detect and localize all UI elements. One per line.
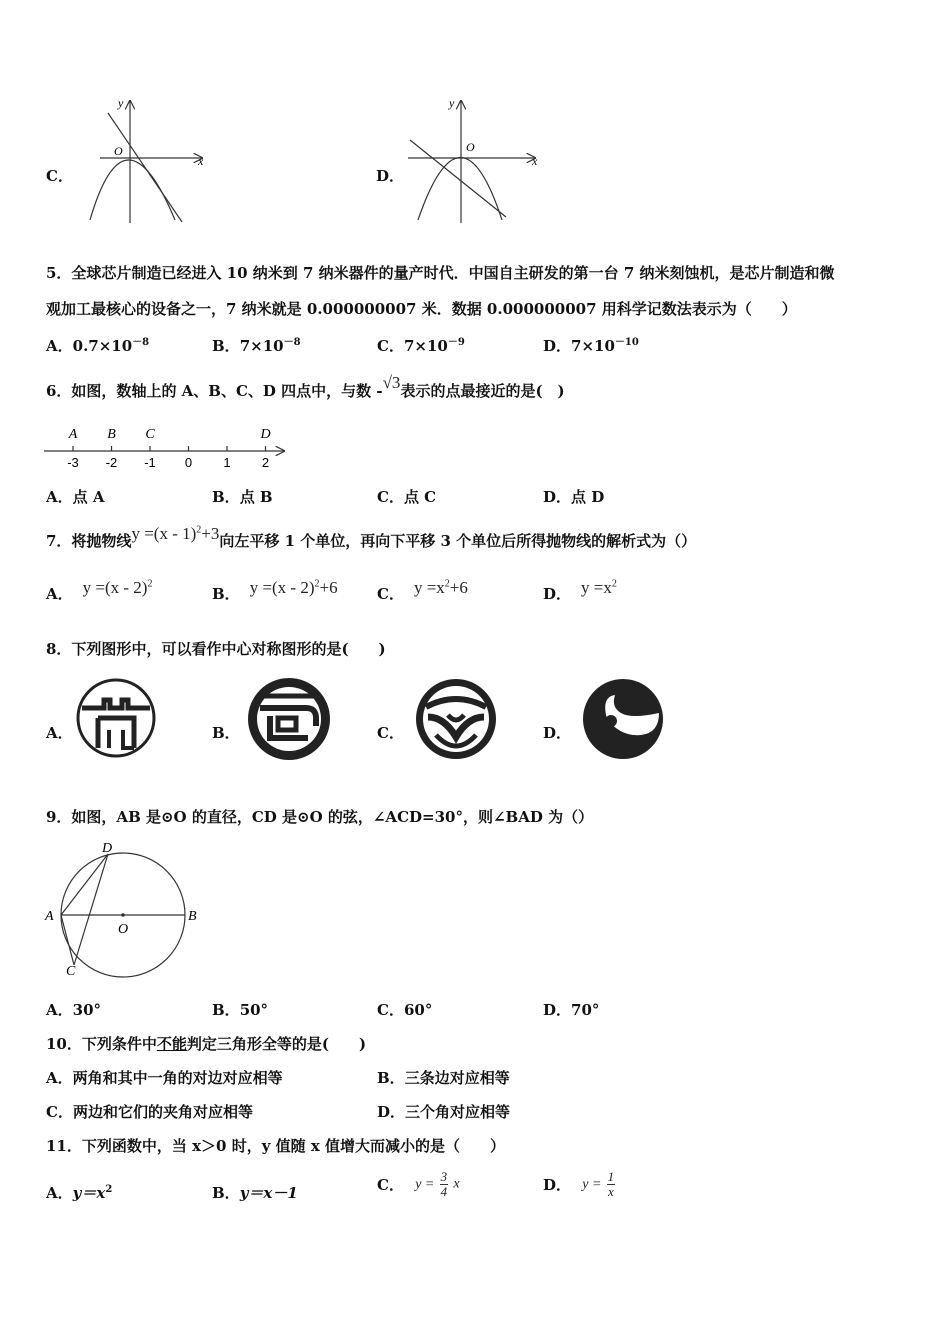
q5-stem-line2: 观加工最核心的设备之一，7 纳米就是 0.000000007 米．数据 0.000000007 用科学记数法表示为（ ） — [46, 300, 797, 318]
q11-option-d[interactable]: D． y = $\frac{1}{x}$ — [543, 1169, 615, 1199]
q6-stem: 6．如图，数轴上的 A、B、C、D 四点中，与数 -√3表示的点最接近的是( ) — [46, 373, 565, 400]
q10-option-c[interactable]: C．两边和它们的夹角对应相等 — [46, 1103, 253, 1121]
q8-option-c-label[interactable]: C． — [377, 724, 404, 742]
q7-option-c[interactable]: C． $y =x^2+6$ — [377, 578, 468, 603]
tick-label: 1 — [223, 455, 231, 470]
tick-label: -2 — [105, 455, 118, 470]
q6-option-d[interactable]: D．点 D — [543, 488, 605, 506]
svg-text:C: C — [66, 964, 76, 979]
fraction: $\frac{1}{x}$ — [607, 1169, 615, 1199]
x-label: x — [198, 154, 204, 168]
chord-ad — [61, 854, 108, 915]
q8-figure-d[interactable] — [581, 677, 665, 761]
q4-option-c-label: C． — [46, 167, 73, 185]
q6-option-c[interactable]: C．点 C — [377, 488, 437, 506]
q11-stem: 11．下列函数中，当 x＞0 时，y 值随 x 值增大而减小的是（ ） — [46, 1137, 506, 1155]
svg-text:O: O — [118, 922, 129, 937]
q5-stem-line1: 5．全球芯片制造已经进入 10 纳米到 7 纳米器件的量产时代．中国自主研发的第一台 7 纳米刻蚀机，是芯片制造和微 — [46, 264, 835, 282]
q5-option-c[interactable]: C．$7\times 10^{-9}$ — [377, 337, 465, 355]
q7-option-b[interactable]: B． y =(x - 2)$^2$+6 — [212, 578, 338, 603]
q11-option-b[interactable]: B．y＝x－1 — [212, 1184, 298, 1202]
svg-text:B: B — [188, 909, 197, 924]
q10-option-d[interactable]: D．三个角对应相等 — [377, 1103, 511, 1121]
q8-figure-b[interactable] — [246, 676, 332, 762]
q4-graph-c — [80, 95, 220, 230]
q6-option-b[interactable]: B．点 B — [212, 488, 273, 506]
q7-formula: y =(x - 1)$^2$+3 — [131, 524, 220, 543]
q10-stem: 10．下列条件中不能判定三角形全等的是( ) — [46, 1035, 367, 1053]
y-label: y — [449, 96, 455, 110]
q9-option-d[interactable]: D．70° — [543, 1001, 600, 1019]
q6-option-a[interactable]: A．点 A — [46, 488, 105, 506]
y-label: y — [118, 96, 124, 110]
tick-label: -3 — [67, 455, 79, 470]
q7-stem: 7．将抛物线y =(x - 1)$^2$+3向左平移 1 个单位，再向下平移 3 个单位后所得抛物线的解析式为（） — [46, 524, 697, 550]
q9-stem: 9．如图，AB 是⊙O 的直径，CD 是⊙O 的弦，∠ACD=30°，则∠BAD 为（） — [46, 808, 594, 826]
point-label: D — [260, 427, 271, 442]
q7-option-d[interactable]: D． $y =x^2$ — [543, 578, 617, 603]
q7-option-a[interactable]: A． y =(x - 2)$^2$ — [46, 578, 153, 603]
x-label: x — [532, 154, 538, 168]
q11-option-c[interactable]: C． y = $\frac{3}{4}$ x — [377, 1169, 460, 1199]
center-point — [121, 913, 125, 917]
parabola — [90, 160, 175, 220]
tick-label: -1 — [144, 455, 156, 470]
chord-ac — [61, 915, 74, 965]
q5-option-b[interactable]: B．$7\times 10^{-8}$ — [212, 337, 301, 355]
svg-text:A: A — [45, 909, 54, 924]
q8-figure-c[interactable] — [414, 677, 498, 761]
line — [108, 113, 182, 222]
point-label: A — [68, 427, 78, 442]
q4-option-d-label: D． — [376, 167, 405, 185]
q5-option-a[interactable]: A．$0.7\times 10^{-8}$ — [46, 337, 150, 355]
origin-label: O — [466, 140, 475, 154]
q9-circle-figure — [42, 838, 202, 978]
q11-option-a[interactable]: A．$y=x^2$ — [46, 1184, 113, 1202]
parabola — [418, 158, 502, 221]
q4-graph-d — [400, 95, 545, 230]
tick-label: 2 — [261, 455, 270, 470]
point-label: B — [107, 427, 116, 442]
origin-label: O — [114, 144, 123, 158]
tick-label: 0 — [184, 455, 193, 470]
q9-option-a[interactable]: A．30° — [46, 1001, 102, 1019]
point-label: C — [145, 427, 155, 442]
q8-option-a-label[interactable]: A． — [46, 724, 73, 742]
q6-radical: √3 — [382, 373, 401, 392]
q10-option-b[interactable]: B．三条边对应相等 — [377, 1069, 510, 1087]
q10-option-a[interactable]: A．两角和其中一角的对边对应相等 — [46, 1069, 283, 1087]
q8-option-d-label[interactable]: D． — [543, 724, 572, 742]
line — [410, 140, 506, 217]
q9-option-c[interactable]: C．60° — [377, 1001, 433, 1019]
fraction: $\frac{3}{4}$ — [440, 1169, 448, 1199]
svg-text:D: D — [102, 841, 113, 856]
q5-option-d[interactable]: D．$7\times 10^{-10}$ — [543, 337, 639, 355]
q8-option-b-label[interactable]: B． — [212, 724, 240, 742]
q8-figure-a[interactable] — [76, 678, 158, 760]
q9-option-b[interactable]: B．50° — [212, 1001, 269, 1019]
q8-stem: 8．下列图形中，可以看作中心对称图形的是( ) — [46, 640, 386, 658]
q6-number-line — [44, 420, 294, 475]
